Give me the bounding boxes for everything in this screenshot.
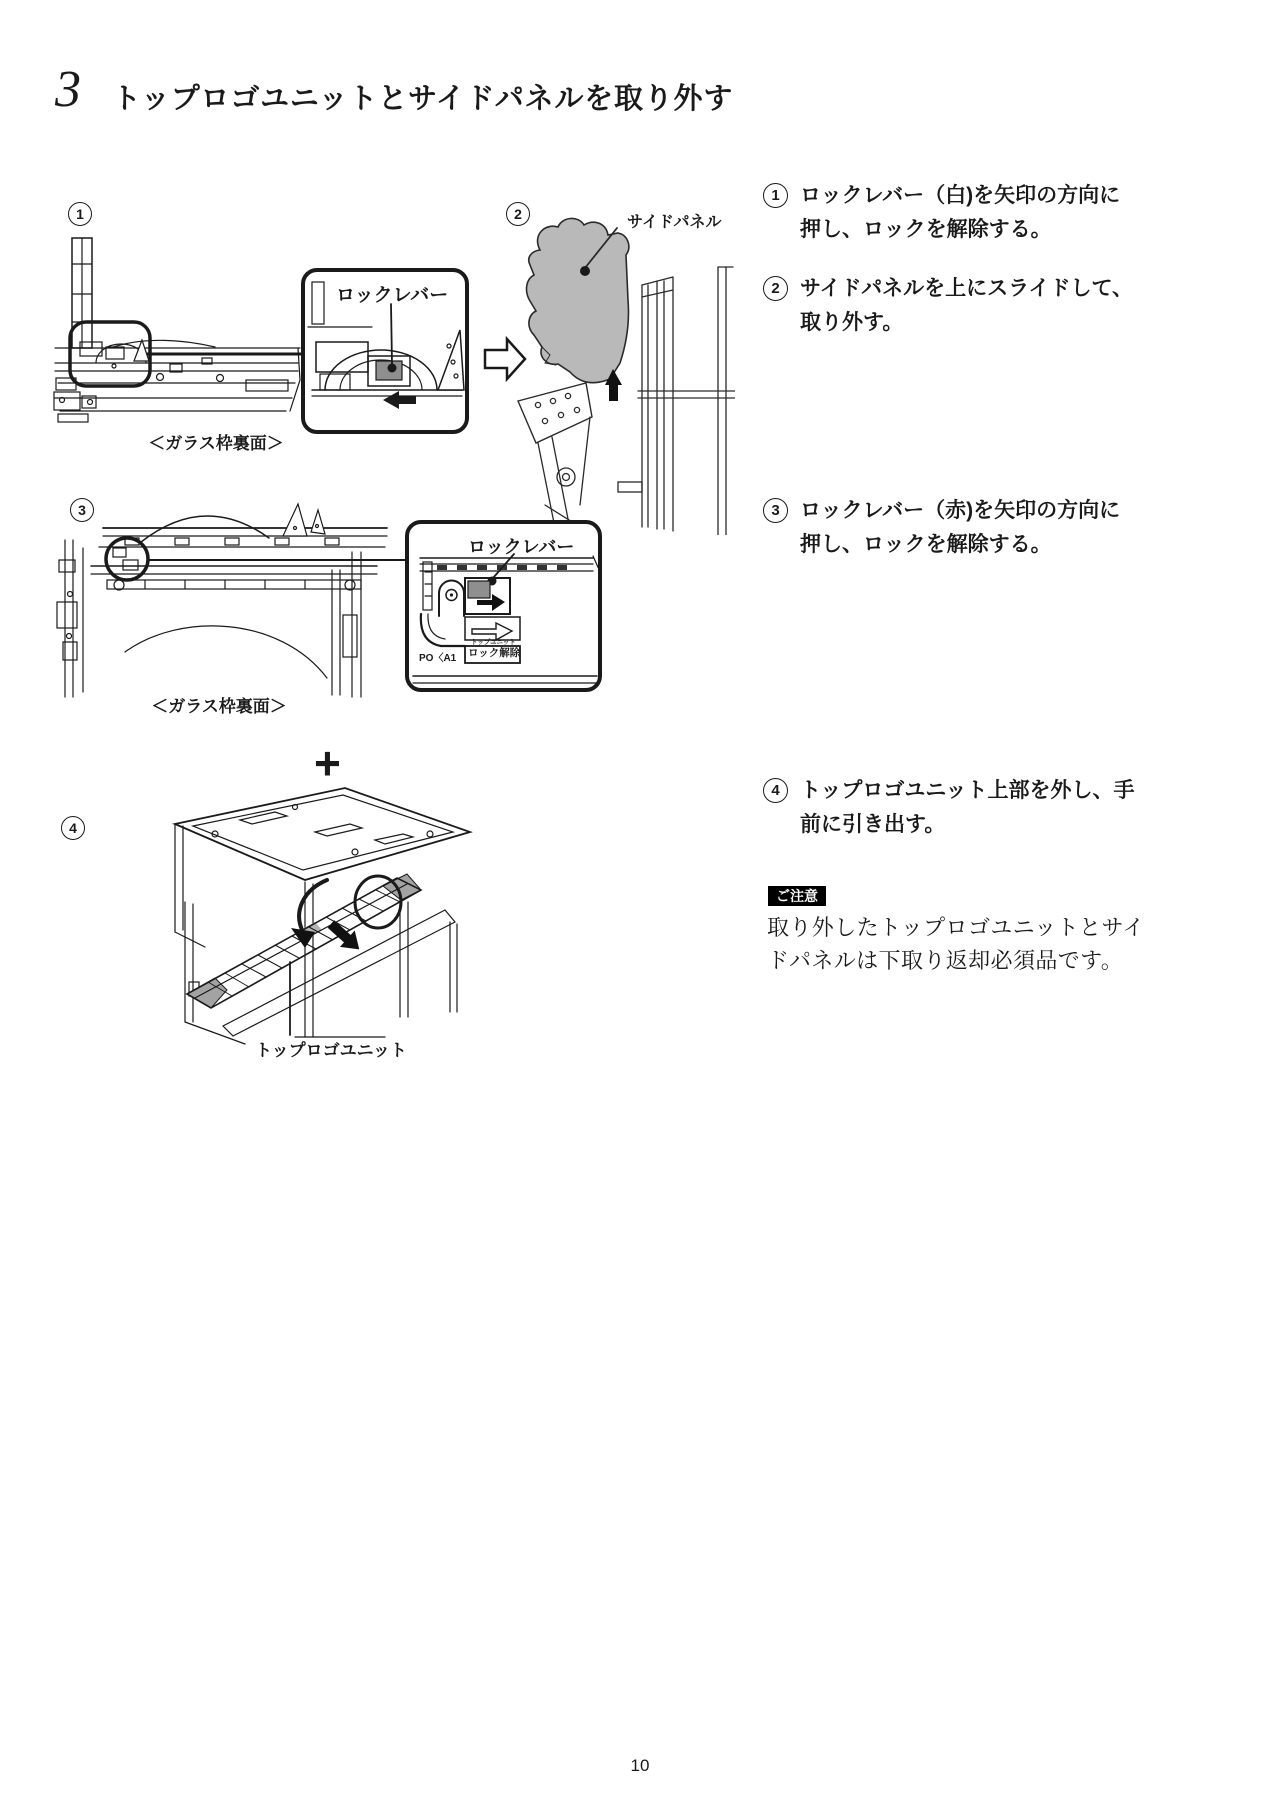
figure3-lock-lever (468, 581, 490, 598)
figure3-caption: ＜ガラス枠裏面＞ (151, 697, 287, 716)
page-title: トップロゴユニットとサイドパネルを取り外す (112, 83, 734, 115)
note-text (767, 911, 1145, 977)
note-badge: ご注意 (768, 886, 826, 906)
instruction-2-text (800, 272, 1133, 340)
instruction-4-number (763, 778, 788, 803)
instruction-1-text (800, 179, 1120, 247)
instruction-2-line-1: サイドパネルを上にスライドして、 (800, 277, 1134, 300)
instruction-4-line-2: 前に引き出す。 (800, 813, 946, 836)
figure2-leader-dot (580, 266, 590, 276)
figure3-inset-small-text-1: トップユニット (471, 639, 516, 646)
instruction-3-number (763, 498, 788, 523)
instruction-4-line-1: トップロゴユニット上部を外し、手 (800, 779, 1135, 802)
figure3-inset-small-text-2: ロック解除 (468, 647, 521, 659)
figure4-number-badge (61, 816, 85, 840)
figure1-leader-dot (388, 364, 397, 373)
instruction-4-number-text: 4 (771, 782, 780, 799)
figure4-caption: トップロゴユニット (255, 1041, 407, 1060)
instruction-2 (763, 272, 1133, 340)
figure2-number: 2 (514, 206, 522, 222)
figure4-pull-arrow-icon (324, 916, 367, 958)
figure1-drawing (50, 230, 470, 445)
instruction-3 (763, 494, 1120, 562)
step-number: 3 (55, 61, 81, 118)
figure4-number: 4 (69, 820, 77, 836)
figure1-number: 1 (76, 206, 84, 222)
instruction-2-line-2: 取り外す。 (800, 311, 904, 334)
instruction-2-number (763, 276, 788, 301)
instruction-1 (763, 179, 1120, 247)
figure3-number: 3 (78, 502, 86, 518)
page-number: 10 (630, 1756, 650, 1775)
plus-sign: + (314, 737, 341, 789)
instruction-3-line-1: ロックレバー（赤)を矢印の方向に (800, 499, 1121, 522)
figure3-drawing (55, 490, 610, 705)
instruction-2-number-text: 2 (771, 280, 780, 297)
instruction-1-line-2: 押し、ロックを解除する。 (800, 218, 1052, 241)
instruction-3-number-text: 3 (771, 502, 780, 519)
instruction-1-line-1: ロックレバー（白)を矢印の方向に (800, 184, 1121, 207)
instruction-4-text (800, 774, 1135, 842)
figure2-side-panel-label: サイドパネル (627, 214, 722, 231)
figure4-highlight (355, 876, 401, 928)
figure4-drawing (145, 782, 475, 1047)
figure2-side-panel (527, 218, 629, 382)
figure3-inset-marking: PO〈A1 (419, 653, 457, 664)
instruction-3-line-2: 押し、ロックを解除する。 (800, 533, 1052, 556)
figure3-inset-label: ロックレバー (468, 537, 575, 557)
instruction-4 (763, 774, 1135, 842)
instruction-1-number-text: 1 (771, 187, 780, 204)
figure1-number-badge (68, 202, 92, 226)
instruction-3-text (800, 494, 1120, 562)
instruction-1-number (763, 183, 788, 208)
figure1-caption: ＜ガラス枠裏面＞ (148, 434, 284, 453)
note-line-1: 取り外したトップロゴユニットとサイ (767, 915, 1145, 940)
figure2-drawing (490, 205, 735, 535)
figure1-inset-label: ロックレバー (336, 285, 449, 306)
note-line-2: ドパネルは下取り返却必須品です。 (767, 948, 1124, 973)
